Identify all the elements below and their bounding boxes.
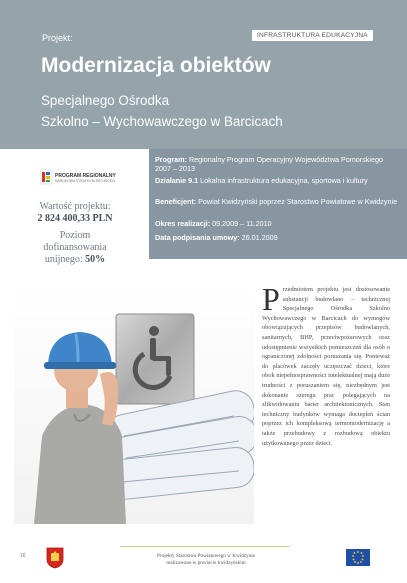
logo-name: PROGRAM REGIONALNY — [55, 173, 116, 179]
cofinancing-line-3 — [20, 254, 130, 266]
footer-line-2: realizowane w powiecie kwidzyńskim — [166, 560, 246, 566]
subtitle-line-1: Specjalnego Ośrodka — [41, 93, 170, 108]
beneficiary-label: Beneficjent: — [155, 197, 197, 206]
action-line — [155, 176, 400, 185]
county-coat-of-arms-icon — [46, 547, 64, 574]
cofinancing-label-3: unijnego: — [44, 254, 83, 265]
action-label: Działanie 9.1 — [155, 176, 199, 185]
footer-caption — [126, 553, 286, 567]
cofinancing-label-2: dofinansowania — [43, 242, 107, 253]
program-line — [155, 155, 400, 173]
value-label: Wartość projektu: — [39, 201, 111, 212]
description-text: rzedmiotem projektu jest dostosowanie substancji budowlano – technicznej Specjalnego Ośrodka Szkolno Wychowawczego w Barcicach do wymogów obowiązujących przepisów budowlanych, sanitarnych, BHP, przeciwpożarowych oraz udostępnienie wszystkich pomieszczeń dla osób o ograniczonej zdolności poruszania się. Ponieważ do placówek zaczęły uczęszczać dzieci, które obok niepełnosprawności intelektualnej mają duże trudności z poruszaniem się, niezbędnym jest dokonanie szeregu prac polegających na zlikwidowaniu barier architektonicznych. Stan techniczny budynków wymaga dociepleń ścian poprzez ich kompleksową termomodernizację a także przebudowy z rozbudową obiektu użytkowanego przez dzieci. — [262, 286, 390, 447]
value-amount: 2 824 400,33 PLN — [37, 213, 113, 224]
drop-cap: P — [262, 281, 280, 317]
worker-photo — [14, 286, 254, 524]
footer-line-1: Projekty Starostwa Powiatowego w Kwidzynie — [157, 553, 255, 559]
beneficiary-line — [155, 197, 400, 206]
date-line — [155, 233, 400, 242]
project-label: Projekt: — [42, 33, 73, 43]
page-title: Modernizacja obiektów — [41, 54, 271, 77]
period-label: Okres realizacji: — [155, 219, 211, 228]
program-label: Program: — [155, 155, 187, 164]
eu-flag-icon — [346, 549, 370, 571]
cofinancing-value: 50% — [85, 254, 106, 265]
cofinancing-block — [20, 230, 130, 266]
subtitle-line-2: Szkolno – Wychowawczego w Barcicach — [41, 114, 283, 129]
beneficiary-value: Powiat Kwidzyński poprzez Starostwo Powiatowe w Kwidzynie — [198, 197, 398, 206]
logo-subtitle: NARODOWA STRATEGIA SPÓJNOŚCI — [55, 179, 116, 183]
project-description — [262, 281, 390, 448]
action-value: Lokalna infrastruktura edukacyjna, sportowa i kultury — [200, 176, 368, 185]
date-label: Data podpisania umowy: — [155, 233, 240, 242]
page-number: 16 — [20, 553, 26, 559]
program-value: Regionalny Program Operacyjny Województwa Pomorskiego 2007 – 2013 — [155, 155, 383, 174]
date-value: 26.01.2009 — [241, 233, 278, 242]
cofinancing-label-1: Poziom — [59, 230, 91, 241]
period-value: 09.2009 – 11.2010 — [212, 219, 272, 228]
category-tag: INFRASTRUKTURA EDUKACYJNA — [252, 30, 373, 41]
footer-divider — [120, 546, 290, 547]
period-line — [155, 219, 400, 228]
worker-accessibility-illustration — [14, 286, 254, 524]
